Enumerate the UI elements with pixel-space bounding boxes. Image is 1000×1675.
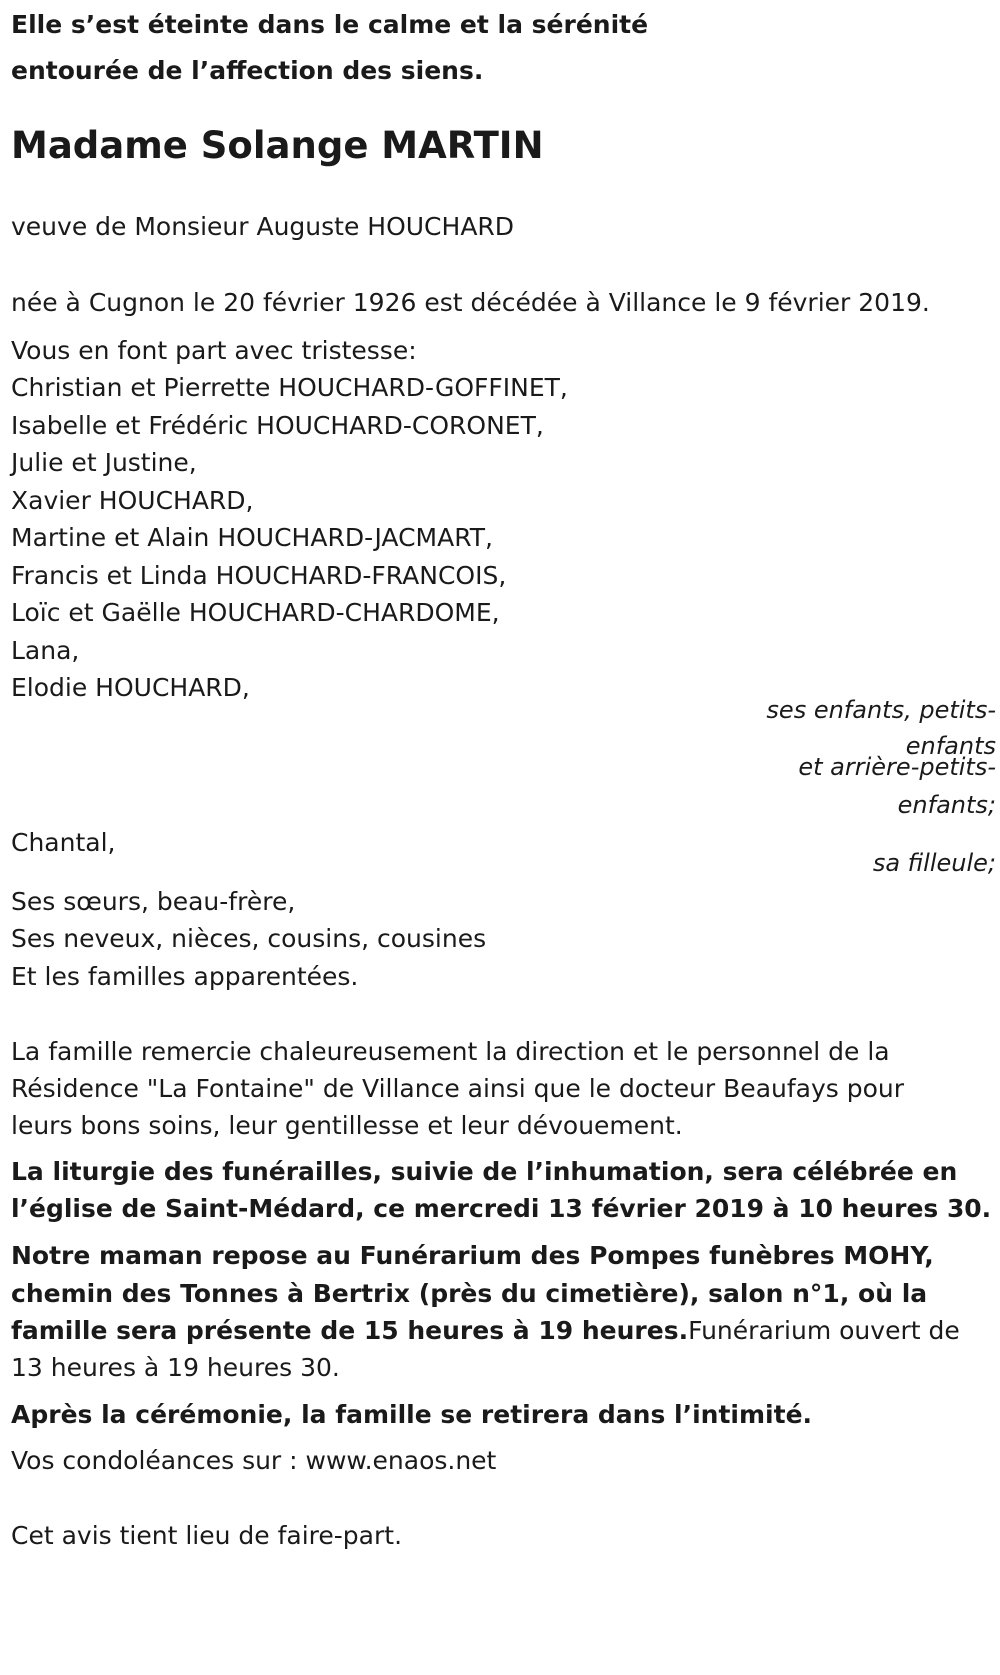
family-member: Xavier HOUCHARD, [11,486,254,515]
relation-children-line: enfants; [897,791,996,819]
intro-line-2: entourée de l’affection des siens. [11,56,484,85]
family-member: Julie et Justine, [11,448,197,477]
after-ceremony: Après la cérémonie, la famille se retirera dans l’intimité. [11,1400,813,1429]
repose-presence: famille sera présente de 15 heures à 19 heures. [11,1316,689,1345]
family-member: Martine et Alain HOUCHARD-JACMART, [11,523,493,552]
condolences-line: Vos condoléances sur : www.enaos.net [11,1446,497,1475]
repose-line: chemin des Tonnes à Bertrix (près du cimetière), salon n°1, où la [11,1279,928,1308]
family-member: Lana, [11,636,80,665]
family-member: Isabelle et Frédéric HOUCHARD-CORONET, [11,411,544,440]
thanks-line: La famille remercie chaleureusement la direction et le personnel de la [11,1037,890,1066]
deceased-name: Madame Solange MARTIN [11,124,544,167]
family-member: Francis et Linda HOUCHARD-FRANCOIS, [11,561,507,590]
announce-line: Vous en font part avec tristesse: [11,336,417,365]
intro-line-1: Elle s’est éteinte dans le calme et la sérénité [11,10,649,39]
other-relatives: Et les familles apparentées. [11,962,359,991]
repose-line-3 [11,1316,960,1346]
thanks-line: Résidence "La Fontaine" de Villance ainsi que le docteur Beaufays pour [11,1074,905,1103]
liturgy-line: l’église de Saint-Médard, ce mercredi 13 février 2019 à 10 heures 30. [11,1194,992,1223]
relation-godchild: sa filleule; [872,849,996,877]
birth-death: née à Cugnon le 20 février 1926 est décédée à Villance le 9 février 2019. [11,288,930,317]
relation-children-line: enfants [905,732,996,760]
other-relatives: Ses neveux, nièces, cousins, cousines [11,924,487,953]
relation-children-line: et arrière-petits- [798,753,996,781]
godchild-name: Chantal, [11,828,116,857]
family-member: Loïc et Gaëlle HOUCHARD-CHARDOME, [11,598,500,627]
notice-line: Cet avis tient lieu de faire-part. [11,1521,403,1550]
other-relatives: Ses sœurs, beau-frère, [11,887,296,916]
liturgy-line: La liturgie des funérailles, suivie de l’inhumation, sera célébrée en [11,1157,958,1186]
obituary-notice [11,0,996,1675]
family-member: Elodie HOUCHARD, [11,673,250,702]
widow-of: veuve de Monsieur Auguste HOUCHARD [11,212,515,241]
repose-line: Notre maman repose au Funérarium des Pompes funèbres MOHY, [11,1241,934,1270]
repose-line: 13 heures à 19 heures 30. [11,1353,340,1382]
thanks-line: leurs bons soins, leur gentillesse et leur dévouement. [11,1111,683,1140]
family-member: Christian et Pierrette HOUCHARD-GOFFINET, [11,373,568,402]
relation-children-line: ses enfants, petits- [766,696,996,724]
repose-opening: Funérarium ouvert de [688,1316,960,1345]
